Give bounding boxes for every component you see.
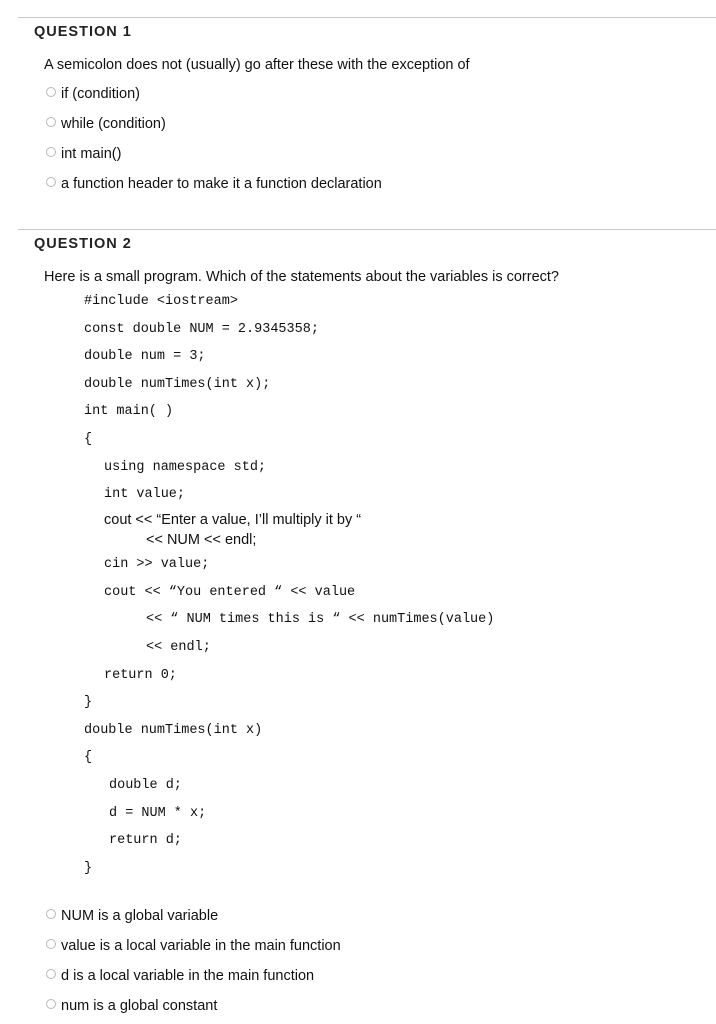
code-line: int main( ) — [84, 404, 174, 419]
q1-option-4[interactable] — [46, 176, 382, 192]
code-line: { — [84, 432, 93, 447]
q1-option-3-label: int main() — [61, 146, 122, 162]
code-line: << endl; — [146, 640, 211, 655]
code-line: return 0; — [104, 668, 177, 683]
code-line: } — [84, 861, 93, 876]
q1-option-3[interactable] — [46, 146, 121, 162]
code-line: << NUM << endl; — [146, 532, 257, 548]
code-line: double numTimes(int x); — [84, 377, 271, 392]
code-line: cout << “Enter a value, I’ll multiply it by “ — [104, 512, 362, 528]
q2-option-2-label: value is a local variable in the main function — [61, 938, 341, 954]
radio-button[interactable] — [46, 177, 56, 187]
code-line: { — [84, 750, 93, 765]
question-2-divider — [18, 229, 716, 230]
q2-option-1-label: NUM is a global variable — [61, 908, 219, 924]
q1-option-1-label: if (condition) — [61, 86, 140, 102]
radio-button[interactable] — [46, 909, 56, 919]
code-line: } — [84, 695, 93, 710]
code-line: return d; — [109, 833, 182, 848]
code-line: double numTimes(int x) — [84, 723, 263, 738]
q2-option-4[interactable] — [46, 998, 217, 1014]
radio-button[interactable] — [46, 969, 56, 979]
code-line: << “ NUM times this is “ << numTimes(value) — [146, 612, 495, 627]
radio-button[interactable] — [46, 999, 56, 1009]
q2-option-2[interactable] — [46, 938, 341, 954]
q1-option-2-label: while (condition) — [61, 116, 166, 132]
radio-button[interactable] — [46, 87, 56, 97]
question-1-title: QUESTION 1 — [34, 24, 132, 40]
question-1-prompt: A semicolon does not (usually) go after these with the exception of — [44, 57, 470, 73]
question-2-prompt: Here is a small program. Which of the statements about the variables is correct? — [44, 269, 559, 285]
code-line: const double NUM = 2.9345358; — [84, 322, 319, 337]
radio-button[interactable] — [46, 939, 56, 949]
code-line: cin >> value; — [104, 557, 210, 572]
code-line: double num = 3; — [84, 349, 206, 364]
code-line: int value; — [104, 487, 186, 502]
radio-button[interactable] — [46, 117, 56, 127]
code-line: double d; — [109, 778, 182, 793]
code-line: d = NUM * x; — [109, 806, 207, 821]
q2-option-1[interactable] — [46, 908, 218, 924]
code-line: using namespace std; — [104, 460, 267, 475]
q2-option-4-label: num is a global constant — [61, 998, 218, 1014]
q1-option-2[interactable] — [46, 116, 166, 132]
code-line: cout << “You entered “ << value — [104, 585, 356, 600]
question-2-title: QUESTION 2 — [34, 236, 132, 252]
q2-option-3-label: d is a local variable in the main function — [61, 968, 315, 984]
code-line: #include <iostream> — [84, 294, 238, 309]
q1-option-4-label: a function header to make it a function declaration — [61, 176, 382, 192]
q2-option-3[interactable] — [46, 968, 314, 984]
radio-button[interactable] — [46, 147, 56, 157]
question-1-divider — [18, 17, 716, 18]
q1-option-1[interactable] — [46, 86, 140, 102]
